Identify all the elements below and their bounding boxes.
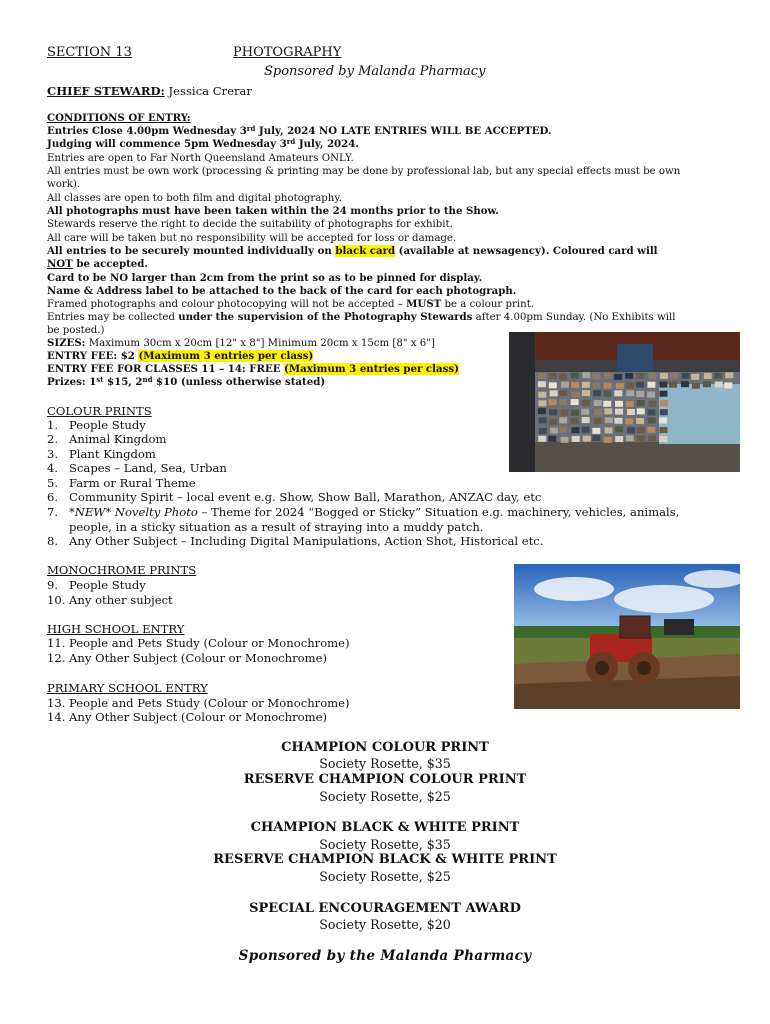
- wall-print: [660, 409, 668, 415]
- wall-print: [659, 436, 667, 442]
- entry-fee-free-line: ENTRY FEE FOR CLASSES 11 – 14: FREE (Maximum 3 entries per class): [47, 363, 459, 375]
- wall-print: [669, 382, 677, 388]
- list-item: 10. Any other subject: [47, 593, 173, 607]
- wall-print: [659, 417, 667, 423]
- wall-print: [538, 400, 546, 406]
- wall-print: [604, 373, 612, 379]
- list-item: 8. Any Other Subject – Including Digital Manipulations, Action Shot, Historical etc.: [47, 534, 544, 548]
- wall-print: [582, 382, 590, 388]
- list-item: 4. Scapes – Land, Sea, Urban: [47, 461, 227, 475]
- list-item: 9. People Study: [47, 578, 146, 592]
- wall-print: [559, 426, 567, 432]
- wall-print: [647, 427, 655, 433]
- wall-print: [637, 435, 645, 441]
- wall-print: [592, 373, 600, 379]
- wall-print: [615, 401, 623, 407]
- wall-print: [561, 410, 569, 416]
- wall-print: [539, 428, 547, 434]
- award-champion-bw: CHAMPION BLACK & WHITE PRINT: [250, 820, 520, 835]
- wall-print: [614, 390, 622, 396]
- wall-print: [538, 408, 546, 414]
- list-item: 13. People and Pets Study (Colour or Monochrome): [47, 696, 350, 710]
- wall-print: [539, 417, 547, 423]
- wall-print: [582, 400, 590, 406]
- list-item: 2. Animal Kingdom: [47, 432, 167, 446]
- section-number: SECTION 13: [47, 45, 132, 60]
- wall-print: [660, 400, 668, 406]
- wall-print: [550, 428, 558, 434]
- tractor-mud-photo: [514, 564, 740, 709]
- list-item: 14. Any Other Subject (Colour or Monochrome): [47, 710, 328, 724]
- conditions-heading: CONDITIONS OF ENTRY:: [47, 112, 191, 124]
- wall-print: [605, 417, 613, 423]
- wall-print: [538, 381, 546, 387]
- wall-print: [548, 436, 556, 442]
- wall-print: [616, 383, 624, 389]
- award-special-encouragement: SPECIAL ENCOURAGEMENT AWARD: [249, 901, 521, 916]
- condition-framed: Framed photographs and colour photocopying will not be accepted – MUST be a colour print.: [47, 298, 535, 310]
- condition-care: All care will be taken but no responsibility will be accepted for loss or damage.: [47, 233, 457, 244]
- list-item: 12. Any Other Subject (Colour or Monochrome): [47, 651, 328, 665]
- condition-collection-cont: be posted.): [47, 325, 105, 336]
- condition-24-months: All photographs must have been taken within the 24 months prior to the Show.: [47, 205, 499, 217]
- condition-mounting-cont: NOT be accepted.: [47, 258, 148, 270]
- wall-print: [636, 418, 644, 424]
- condition-label: Name & Address label to be attached to the back of the card for each photograph.: [47, 285, 517, 297]
- wall-print: [647, 382, 655, 388]
- wall-print: [592, 435, 600, 441]
- wall-print: [692, 383, 700, 389]
- wall-print: [659, 427, 667, 433]
- award-champion-colour: CHAMPION COLOUR PRINT: [281, 740, 489, 755]
- wall-print: [582, 372, 590, 378]
- wall-print: [649, 401, 657, 407]
- condition-own-work-cont: work).: [47, 179, 81, 190]
- wall-print: [592, 428, 600, 434]
- section-title: PHOTOGRAPHY: [233, 45, 342, 60]
- wall-print: [582, 427, 590, 433]
- wall-print: [648, 373, 656, 379]
- wall-print: [704, 373, 712, 379]
- primary-school-heading: PRIMARY SCHOOL ENTRY: [47, 681, 208, 695]
- wall-print: [538, 373, 546, 379]
- wall-print: [538, 436, 546, 442]
- list-item: 6. Community Spirit – local event e.g. Show, Show Ball, Marathon, ANZAC day, etc: [47, 490, 542, 504]
- wall-print: [549, 382, 557, 388]
- wall-print: [605, 427, 613, 433]
- chief-steward: [47, 84, 252, 98]
- list-item: 1. People Study: [47, 418, 146, 432]
- wall-print: [648, 417, 656, 423]
- wall-print: [715, 382, 723, 388]
- wall-print: [571, 382, 579, 388]
- entry-fee-line: ENTRY FEE: $2 (Maximum 3 entries per class): [47, 350, 314, 362]
- wall-print: [548, 373, 556, 379]
- wall-print: [637, 408, 645, 414]
- wall-print: [549, 399, 557, 405]
- wall-print: [625, 418, 633, 424]
- chief-steward-name: Jessica Crerar: [168, 84, 252, 98]
- wall-print: [594, 400, 602, 406]
- wall-print: [614, 418, 622, 424]
- wall-print: [561, 382, 569, 388]
- wall-print: [538, 392, 546, 398]
- award-special-encouragement-prize: Society Rosette, $20: [319, 917, 451, 932]
- judging-line: Judging will commence 5pm Wednesday 3rd July, 2024.: [47, 137, 359, 150]
- wall-print: [625, 373, 633, 379]
- high-school-heading: HIGH SCHOOL ENTRY: [47, 622, 185, 636]
- wall-print: [561, 437, 569, 443]
- condition-mounting: All entries to be securely mounted individually on black card (available at newsagency). Coloured card will: [47, 245, 658, 257]
- award-reserve-colour-prize: Society Rosette, $25: [319, 789, 451, 804]
- wall-print: [682, 373, 690, 379]
- wall-print: [604, 437, 612, 443]
- list-item: 11. People and Pets Study (Colour or Monochrome): [47, 636, 350, 650]
- wall-print: [571, 427, 579, 433]
- wall-print: [604, 383, 612, 389]
- wall-print: [725, 372, 733, 378]
- wall-print: [626, 401, 634, 407]
- wall-print: [593, 390, 601, 396]
- wall-print: [637, 400, 645, 406]
- wall-print: [660, 373, 668, 379]
- wall-print: [582, 417, 590, 423]
- wall-print: [659, 382, 667, 388]
- wall-print: [559, 417, 567, 423]
- wall-print: [626, 390, 634, 396]
- condition-collection: Entries may be collected under the supervision of the Photography Stewards after 4.00pm Sunday. (No Exhibits will: [47, 311, 676, 323]
- list-item-cont: people, in a sticky situation as a result of straying into a muddy patch.: [69, 520, 484, 534]
- chief-steward-label: CHIEF STEWARD:: [47, 84, 165, 98]
- wall-print: [647, 409, 655, 415]
- wall-print: [615, 436, 623, 442]
- wall-print: [724, 382, 732, 388]
- wall-print: [637, 427, 645, 433]
- wall-print: [626, 382, 634, 388]
- award-reserve-colour: RESERVE CHAMPION COLOUR PRINT: [243, 772, 527, 787]
- monochrome-heading: MONOCHROME PRINTS: [47, 563, 197, 577]
- wall-print: [572, 436, 580, 442]
- wall-print: [572, 392, 580, 398]
- wall-print: [636, 391, 644, 397]
- prizes-line: Prizes: 1st $15, 2nd $10 (unless otherwise stated): [47, 375, 326, 388]
- wall-print: [659, 391, 667, 397]
- wall-print: [594, 409, 602, 415]
- wall-print: [559, 374, 567, 380]
- wall-print: [648, 435, 656, 441]
- wall-print: [582, 390, 590, 396]
- wall-print: [691, 374, 699, 380]
- sizes-line: SIZES: Maximum 30cm x 20cm [12" x 8"] Minimum 20cm x 15cm [8" x 6"]: [47, 337, 435, 349]
- condition-film-digital: All classes are open to both film and digital photography.: [47, 193, 343, 204]
- wall-print: [571, 418, 579, 424]
- list-item: 3. Plant Kingdom: [47, 447, 156, 461]
- exhibition-wall-photo: [509, 332, 740, 472]
- condition-eligibility: Entries are open to Far North Queensland Amateurs ONLY.: [47, 153, 354, 164]
- wall-print: [583, 436, 591, 442]
- wall-print: [559, 399, 567, 405]
- wall-print: [592, 382, 600, 388]
- footer-sponsor: Sponsored by the Malanda Pharmacy: [238, 948, 532, 964]
- award-reserve-bw: RESERVE CHAMPION BLACK & WHITE PRINT: [213, 852, 557, 867]
- wall-print: [581, 409, 589, 415]
- wall-print: [647, 392, 655, 398]
- wall-print: [603, 391, 611, 397]
- wall-print: [559, 390, 567, 396]
- sponsor-line: Sponsored by Malanda Pharmacy: [264, 64, 486, 79]
- wall-print: [604, 408, 612, 414]
- exhibition-wall-image: [509, 332, 740, 472]
- wall-print: [670, 373, 678, 379]
- tractor-mud-image: [514, 564, 740, 709]
- wall-print: [615, 426, 623, 432]
- wall-print: [681, 381, 689, 387]
- wall-print: [571, 373, 579, 379]
- wall-print: [614, 374, 622, 380]
- colour-prints-heading: COLOUR PRINTS: [47, 404, 152, 418]
- condition-own-work: All entries must be own work (processing & printing may be done by professional lab, but any special effects must be own: [47, 166, 681, 177]
- wall-print: [714, 373, 722, 379]
- condition-stewards: Stewards reserve the right to decide the suitability of photographs for exhibit.: [47, 219, 453, 230]
- award-champion-colour-prize: Society Rosette, $35: [319, 756, 451, 771]
- award-champion-bw-prize: Society Rosette, $35: [319, 837, 451, 852]
- award-reserve-bw-prize: Society Rosette, $25: [319, 869, 451, 884]
- wall-print: [627, 427, 635, 433]
- wall-print: [703, 381, 711, 387]
- list-item: 5. Farm or Rural Theme: [47, 476, 196, 490]
- wall-print: [636, 373, 644, 379]
- wall-print: [571, 410, 579, 416]
- condition-card-size: Card to be NO larger than 2cm from the print so as to be pinned for display.: [47, 272, 483, 284]
- wall-print: [549, 419, 557, 425]
- wall-print: [615, 409, 623, 415]
- wall-print: [549, 409, 557, 415]
- wall-print: [603, 401, 611, 407]
- wall-print: [636, 382, 644, 388]
- list-item: 7. *NEW* Novelty Photo – Theme for 2024 “Bogged or Sticky” Situation e.g. machinery, vehicles, animals,: [47, 505, 680, 519]
- wall-print: [571, 399, 579, 405]
- entries-close-line: Entries Close 4.00pm Wednesday 3rd July, 2024 NO LATE ENTRIES WILL BE ACCEPTED.: [47, 124, 552, 137]
- wall-print: [626, 435, 634, 441]
- wall-print: [550, 390, 558, 396]
- wall-print: [627, 409, 635, 415]
- wall-print: [593, 418, 601, 424]
